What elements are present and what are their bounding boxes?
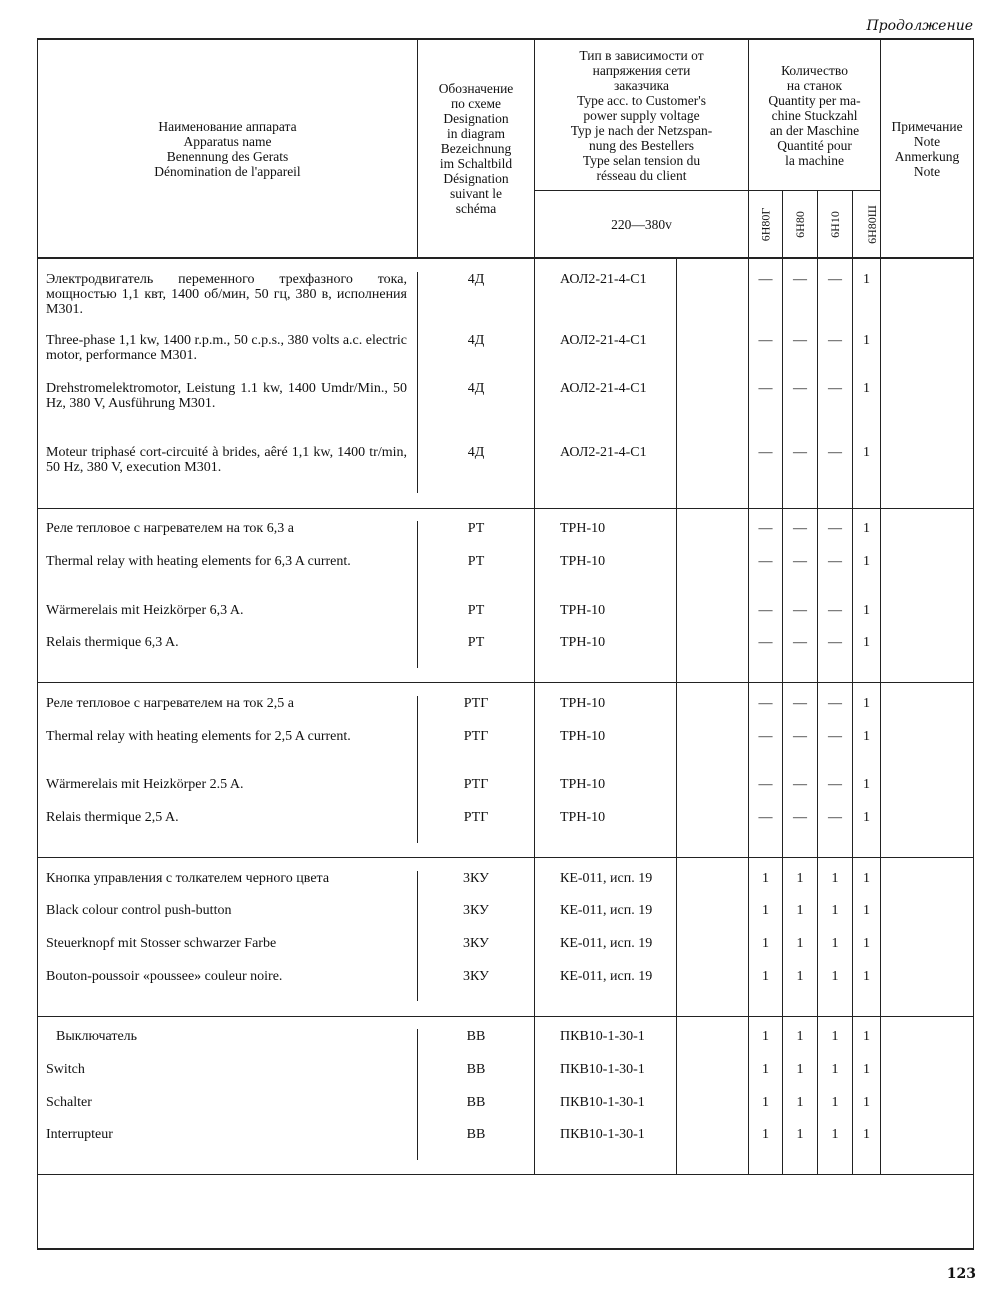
table-row: Реле тепловое с нагревателем на ток 2,5 а РТГ ТРН-10 — — — 1	[38, 696, 974, 729]
header-type: Тип в зависимости от напряжения сети заказчика Type acc. to Customer's power supply voltage Typ je nach der Netzspan- nung des Bestellers Type selan tension du résseau du client	[535, 39, 749, 191]
table-row: Drehstromelektromotor, Leistung 1.1 kw, 1400 Umdr/Min., 50 Hz, 380 V, Ausführung M301. 4Д АОЛ2-21-4-С1 — — — 1	[38, 381, 974, 444]
empty-row	[38, 1175, 974, 1249]
header-name: Наименование аппарата Apparatus name Benennung des Gerats Dénomination de l'appareil	[38, 39, 418, 258]
table-row: Relais thermique 2,5 A. РТГ ТРН-10 — — — 1	[38, 810, 974, 843]
page-number: 123	[946, 1266, 976, 1282]
header-voltage: 220—380v	[535, 191, 749, 259]
table-row: Электродвигатель переменного трехфазного тока, мощностью 1,1 квт, 1400 об/мин, 50 гц, 380 в, исполнения М301. 4Д АОЛ2-21-4-С1 — — — 1	[38, 272, 974, 333]
table-row: Switch ВВ ПКВ10-1-30-1 1 1 1 1	[38, 1062, 974, 1095]
model-6n10: 6Н10	[818, 191, 853, 259]
header-designation: Обозначение по схеме Designation in diagram Bezeichnung im Schaltbild Désignation suivant le schéma	[418, 39, 535, 258]
model-6n80g: 6Н80Г	[749, 191, 783, 259]
table-row: Moteur triphasé cort-circuité à brides, aêré 1,1 kw, 1400 tr/min, 50 Hz, 380 V, execution M301. 4Д АОЛ2-21-4-С1 — — — 1	[38, 445, 974, 494]
continuation-label: Продолжение	[866, 18, 973, 34]
table-row: Schalter ВВ ПКВ10-1-30-1 1 1 1 1	[38, 1095, 974, 1128]
model-6n80sh: 6Н80Ш	[853, 191, 881, 259]
table-row: Three-phase 1,1 kw, 1400 r.p.m., 50 c.p.s., 380 volts a.c. electric motor, performance M301. 4Д АОЛ2-21-4-С1 — — — 1	[38, 333, 974, 382]
table-row: Выключатель ВВ ПКВ10-1-30-1 1 1 1 1	[38, 1029, 974, 1062]
table-row: Bouton-poussoir «poussee» couleur noire. 3КУ КЕ-011, исп. 19 1 1 1 1	[38, 969, 974, 1002]
table-row: Кнопка управления с толкателем черного цвета 3КУ КЕ-011, исп. 19 1 1 1 1	[38, 871, 974, 904]
table-row: Thermal relay with heating elements for 2,5 A current. РТГ ТРН-10 — — — 1	[38, 729, 974, 778]
table-row: Relais thermique 6,3 A. РТ ТРН-10 — — — 1	[38, 635, 974, 668]
table-row: Interrupteur ВВ ПКВ10-1-30-1 1 1 1 1	[38, 1127, 974, 1160]
header-note: Примечание Note Anmerkung Note	[881, 39, 974, 258]
table-row: Black colour control push-button 3КУ КЕ-011, исп. 19 1 1 1 1	[38, 903, 974, 936]
table-row: Steuerknopf mit Stosser schwarzer Farbe 3КУ КЕ-011, исп. 19 1 1 1 1	[38, 936, 974, 969]
table-row: Реле тепловое с нагревателем на ток 6,3 а РТ ТРН-10 — — — 1	[38, 521, 974, 554]
table-row: Wärmerelais mit Heizkörper 2.5 A. РТГ ТРН-10 — — — 1	[38, 777, 974, 810]
equipment-spec-table	[37, 38, 974, 1250]
header-quantity: Количество на станок Quantity per ma- chine Stuckzahl an der Maschine Quantité pour la machine	[749, 39, 881, 191]
table-row: Thermal relay with heating elements for 6,3 A current. РТ ТРН-10 — — — 1	[38, 554, 974, 603]
table-row: Wärmerelais mit Heizkörper 6,3 A. РТ ТРН-10 — — — 1	[38, 603, 974, 636]
model-6n80: 6Н80	[783, 191, 818, 259]
